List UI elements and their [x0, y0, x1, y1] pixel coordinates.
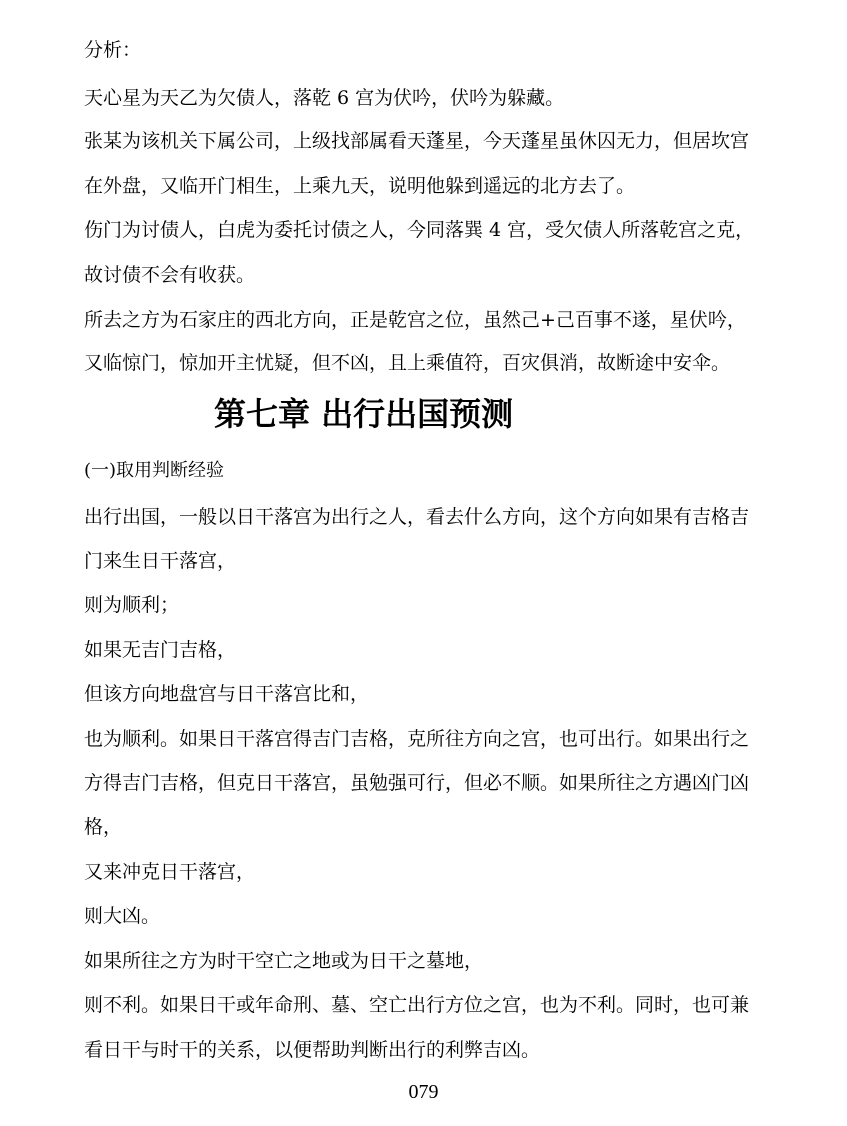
analysis-line-1: 天心星为天乙为欠债人，落乾 6 宫为伏吟，伏吟为躲藏。 — [84, 87, 565, 109]
chapter-line-5: 但该方向地盘宫与日干落宫比和， — [84, 683, 370, 705]
chapter-line-12: 则不利。如果日干或年命刑、墓、空亡出行方位之宫，也为不利。同时，也可兼 — [84, 994, 750, 1016]
analysis-line-7: 又临惊门，惊加开主忧疑，但不凶，且上乘值符，百灾俱消，故断途中安伞。 — [84, 352, 731, 374]
chapter-line-4: 如果无吉门吉格， — [84, 639, 237, 661]
analysis-line-5: 故讨债不会有收获。 — [84, 264, 256, 286]
analysis-label: 分析： — [84, 39, 142, 61]
chapter-line-1: 出行出国，一般以日干落宫为出行之人，看去什么方向，这个方向如果有吉格吉 — [84, 506, 750, 528]
chapter-title: 第七章 出行出国预测 — [214, 395, 514, 433]
chapter-line-9: 又来冲克日干落宫， — [84, 861, 256, 883]
chapter-line-8: 格， — [84, 816, 123, 838]
analysis-line-3: 在外盘，又临开门相生，上乘九天，说明他躲到遥远的北方去了。 — [84, 175, 636, 197]
chapter-line-13: 看日干与时干的关系，以便帮助判断出行的利弊吉凶。 — [84, 1039, 541, 1061]
chapter-line-10: 则大凶。 — [84, 905, 161, 927]
chapter-line-11: 如果所往之方为时干空亡之地或为日干之墓地， — [84, 950, 484, 972]
chapter-line-2: 门来生日干落宫， — [84, 550, 237, 572]
chapter-line-6: 也为顺利。如果日干落宫得吉门吉格，克所往方向之宫，也可出行。如果出行之 — [84, 728, 750, 750]
analysis-line-2: 张某为该机关下属公司，上级找部属看天蓬星，今天蓬星虽休囚无力，但居坎宫 — [84, 130, 750, 152]
section-label: (一)取用判断经验 — [84, 460, 225, 481]
analysis-line-6: 所去之方为石家庄的西北方向，正是乾宫之位，虽然己+己百事不遂，星伏吟， — [84, 309, 746, 331]
chapter-line-7: 方得吉门吉格，但克日干落宫，虽勉强可行，但必不顺。如果所往之方遇凶门凶 — [84, 772, 750, 794]
chapter-line-3: 则为顺利； — [84, 594, 180, 616]
page-number: 079 — [408, 1081, 439, 1103]
analysis-line-4: 伤门为讨债人，白虎为委托讨债之人，今同落巽 4 宫，受欠债人所落乾宫之克， — [84, 219, 755, 241]
